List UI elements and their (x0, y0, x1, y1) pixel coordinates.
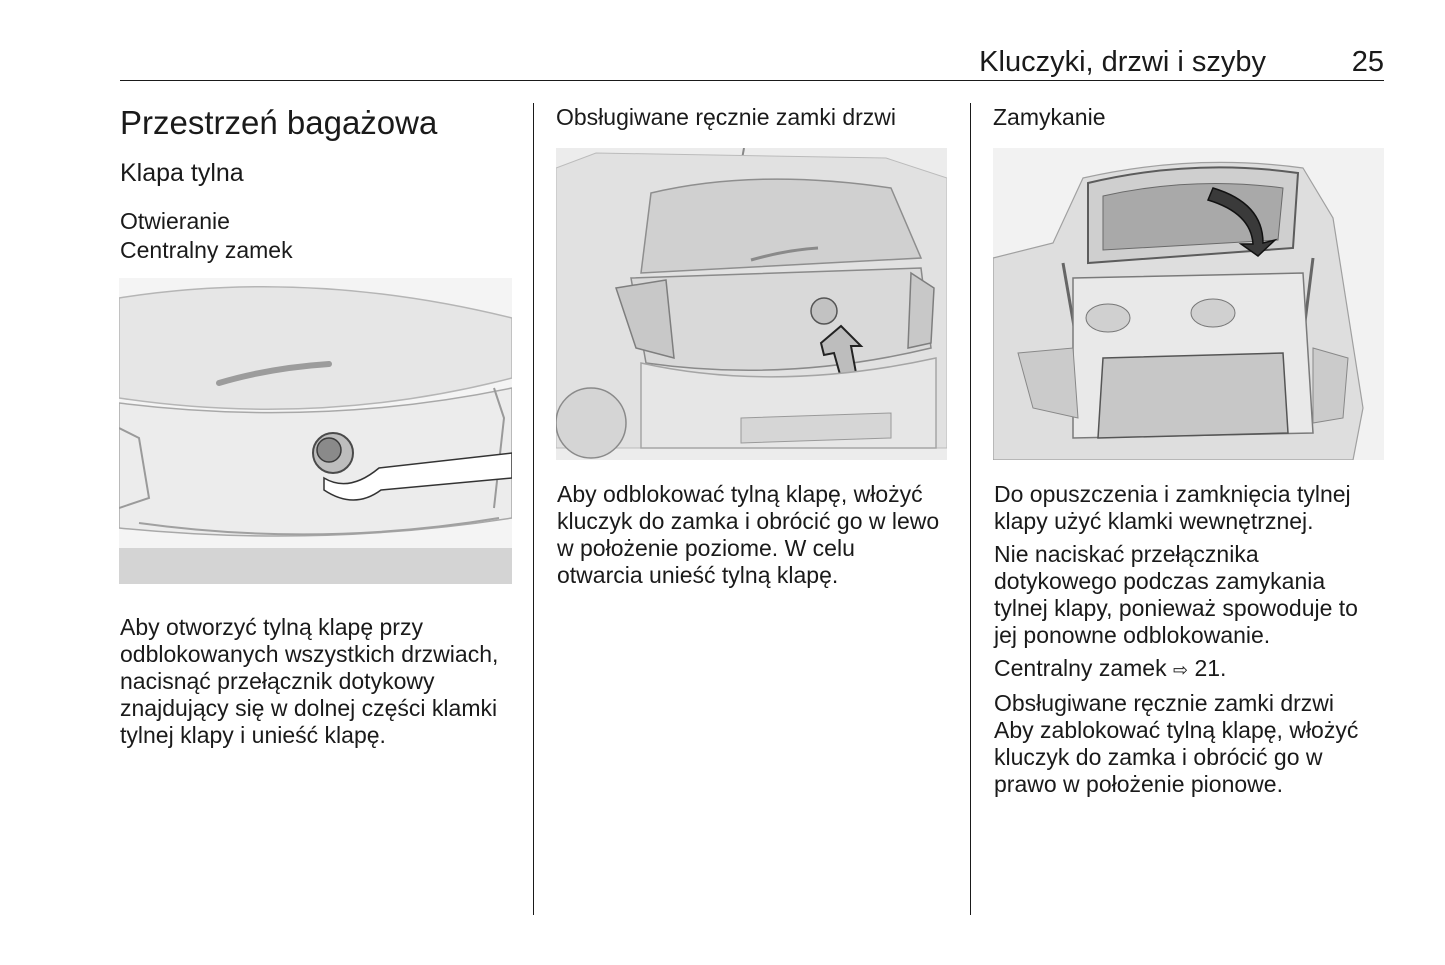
tailgate-touch-switch-icon (119, 278, 512, 584)
text-line: prawo w położenie pionowe. (994, 771, 1283, 797)
column-divider-right (970, 103, 971, 915)
col1-body-paragraph (120, 614, 520, 749)
open-tailgate-figure (993, 148, 1384, 460)
manual-locks-heading: Obsługiwane ręcznie zamki drzwi (556, 104, 897, 130)
topic-heading-opening: Otwieranie (120, 208, 230, 234)
car-rear-lock-figure (556, 148, 947, 460)
text-line: Do opuszczenia i zamknięcia tylnej (994, 481, 1351, 507)
text-line: odblokowanych wszystkich drzwiach, (120, 641, 499, 667)
text-line: znajdujący się w dolnej części klamki (120, 695, 498, 721)
text-line: tylnej klapy i unieść klapę. (120, 722, 386, 748)
text-line: tylnej klapy, ponieważ spowoduje to (994, 595, 1358, 621)
text-line: kluczyk do zamka i obrócić go w (994, 744, 1323, 770)
col3-para-warning (994, 541, 1394, 649)
col3-para-closing (994, 481, 1394, 535)
central-lock-reference[interactable] (994, 655, 1394, 684)
topic-heading-central-lock: Centralny zamek (120, 237, 293, 263)
text-line: klapy użyć klamki wewnętrznej. (994, 508, 1314, 534)
text-line: kluczyk do zamka i obrócić go w lewo (557, 508, 940, 534)
reference-page-number[interactable]: 21. (1194, 655, 1227, 681)
open-tailgate-closing-icon (993, 148, 1384, 460)
subsection-heading: Klapa tylna (120, 159, 244, 187)
running-header-title: Kluczyki, drzwi i szyby (979, 46, 1266, 78)
text-line: otwarcia unieść tylną klapę. (557, 562, 839, 588)
manual-locks-subheading: Obsługiwane ręcznie zamki drzwi (994, 690, 1335, 716)
tailgate-touch-switch-figure (119, 278, 512, 584)
text-line: nacisnąć przełącznik dotykowy (120, 668, 435, 694)
page-number: 25 (1351, 46, 1384, 78)
col3-para-locking (994, 717, 1394, 798)
car-rear-lock-icon (556, 148, 947, 460)
text-line: Aby zablokować tylną klapę, włożyć (994, 717, 1359, 743)
column-divider-left (533, 103, 534, 915)
text-line: Aby odblokować tylną klapę, włożyć (557, 481, 923, 507)
section-heading: Przestrzeń bagażowa (120, 104, 438, 141)
text-line: Nie naciskać przełącznika (994, 541, 1259, 567)
closing-heading: Zamykanie (993, 104, 1106, 130)
page-reference-arrow-icon: ⇨ (1172, 660, 1189, 681)
text-line: Aby otworzyć tylną klapę przy (120, 614, 423, 640)
text-line: dotykowego podczas zamykania (994, 568, 1326, 594)
col2-body-paragraph (557, 481, 957, 589)
reference-label[interactable]: Centralny zamek (994, 655, 1167, 681)
text-line: jej ponowne odblokowanie. (994, 622, 1271, 648)
header-rule (120, 80, 1384, 81)
text-line: w położenie poziome. W celu (557, 535, 855, 561)
